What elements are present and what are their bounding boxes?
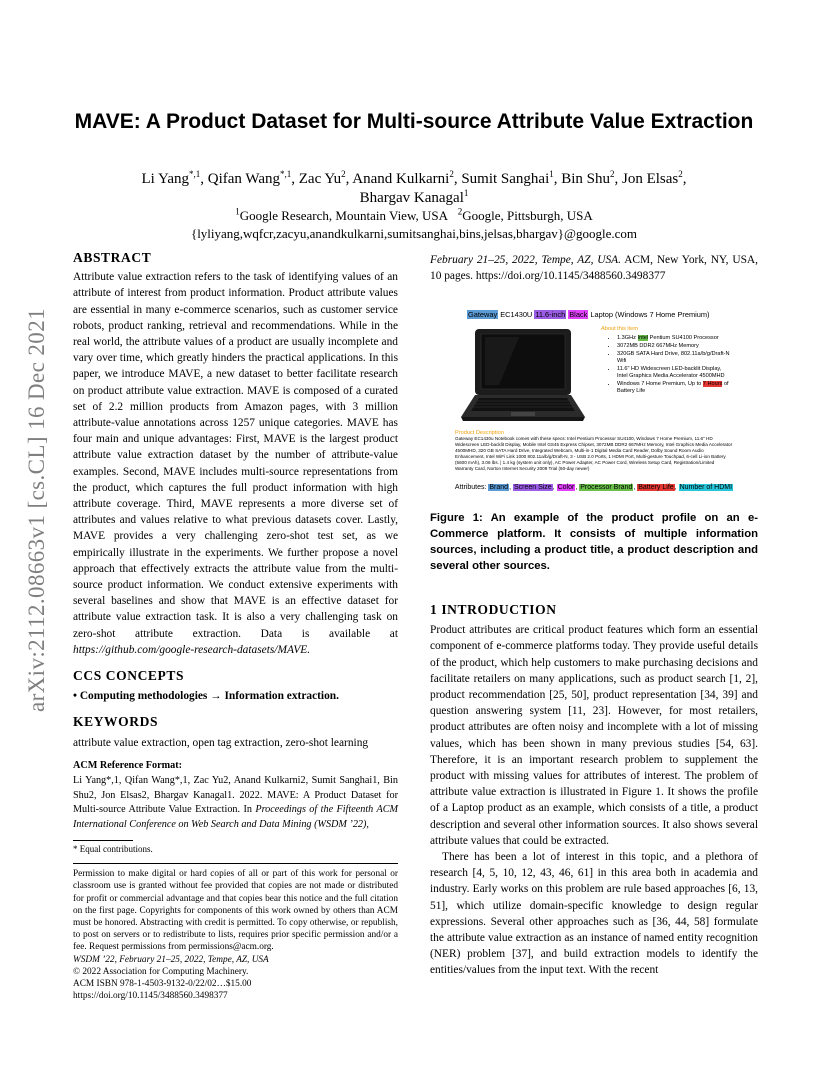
arxiv-watermark: [22, 290, 52, 730]
emails: {lyliyang,wqfcr,zacyu,anandkulkarni,sumitsanghai,bins,jelsas,bhargav}@google.com: [190, 226, 638, 241]
doi[interactable]: https://doi.org/10.1145/3488560.3498377: [73, 991, 228, 1002]
ccs-heading: CCS CONCEPTS: [73, 668, 185, 684]
acm-ref-continued: February 21–25, 2022, Tempe, AZ, USA. ACM, New York, NY, USA, 10 pages. https://doi.org/10.1145/3488560.3498377: [430, 254, 758, 283]
product-description: [455, 430, 733, 472]
permission-notice: Permission to make digital or hard copies of all or part of this work for personal or classroom use is granted without fee provided that copies are not made or distributed for profit or commercial advantage and that copies bear this notice and the full citation on the first page. Copyrights for components of this work owned by others than ACM must be honored. Abstracting with credit is permitted. To copy otherwise, or republish, to post on servers or to redistribute to lists, requires prior specific permission and/or a fee. Request permissions from permissions@acm.org.: [73, 869, 398, 953]
figure-product-title: Gateway EC1430U 11.6-inch Black Laptop (Windows 7 Home Premium): [468, 310, 710, 319]
arxiv-id: arXiv:2112.08663v1 [cs.CL] 16 Dec 2021: [24, 308, 49, 712]
desc-title: Product Description: [455, 430, 504, 436]
left-column: [73, 250, 398, 1002]
intro-paragraph-2: There has been a lot of interest in this topic, and a plethora of research [4, 5, 10, 12, 43, 46, 61] in this area both in academia and industry. Early works on this problem are rule based approaches [6, 13, 51], which utilize domain-specific knowledge to design regular expressions. Several other approaches such as [36, 44, 58] formulate the attribute value extraction as an instance of named entity recognition (NER) problem [37], and build extraction models to identify the entities/values from the input text. With the recent: [430, 851, 758, 977]
intro-paragraph-1: Product attributes are critical product features which form an essential component of e-commerce platforms today. They provide useful details of the product, which help customers to make purchasing decisions and facilitate retailers on many applications, such as product search [1, 2], product recommendation [25, 50], product representation [34, 39] and question answering system [11, 23]. However, for most retailers, product attributes are often noisy and incomplete with a lot of missing values, which has been shown in many previous studies [54, 63]. Therefore, it is an important research problem to supplement the product with missing values for attributes of interest. The problem of attribute value extraction is illustrated in Figure 1. It shows the profile of a Laptop product as an example, which consists of a title, a product description and several other information sources. It also shows several attribute values that could be extracted.: [430, 624, 758, 847]
authors-line-1: Li Yang$^{*,1}$, Qifan Wang$^{*,1}$, Zac Yu$^2$, Anand Kulkarni$^2$, Sumit Sanghai$^1$, Bin Shu$^2$, Jon Elsas$^2$,: [141, 169, 687, 187]
bullet-item: • 3072MB DDR2 667MHz Memory: [617, 343, 731, 350]
paper-title: MAVE: A Product Dataset for Multi-source Attribute Value Extraction: [74, 110, 754, 133]
bullet-item: • 320GB SATA Hard Drive, 802.11a/b/g/Draft-N Wifi: [617, 351, 731, 365]
authors-line-2: Bhargav Kanagal$^1$: [359, 188, 469, 206]
figure-1: [455, 308, 733, 473]
bullet-item: • 11.6" HD Widescreen LED-backlit Display, Intel Graphics Media Accelerator 4500MHD: [617, 366, 731, 380]
figure-caption: Figure 1: An example of the product profile on an e-Commerce platform. It consists of multiple information sources, including a product title, a product description and several other sources.: [430, 512, 758, 572]
attr-screen-size: Screen Size: [513, 484, 552, 491]
abstract-text: Attribute value extraction refers to the task of identifying values of an attribute of interest from product information. Product attribute values are essential in many e-commerce scenarios, such as customer service robots, product ranking, retrieval and recommendations. While in the real world, the attribute values of a product are usually incomplete and vary over time, which greatly hinders the practical applications. In this paper, we introduce MAVE, a new dataset to better facilitate research on product attribute value extraction. MAVE is composed of a curated set of 2.2 million products from Amazon pages, with 3 million attribute-value annotations across 1257 unique categories. MAVE has four main and unique advantages: First, MAVE is the largest product attribute value extraction dataset by the number of attribute-value examples. Second, MAVE includes multi-source representations from the product, which captures the full product information with high attribute coverage. Third, MAVE represents a more diverse set of attributes and values relative to what previous datasets cover. Lastly, MAVE provides a very challenging zero-shot test set, as we empirically illustrate in the experiments. We further propose a novel approach that effectively extracts the attribute value from the multi-source product information. We conduct extensive experiments with several baselines and show that MAVE is an effective dataset for attribute value extraction task. It is also a very challenging task on zero-shot attribute extraction. Data is available at https://github.com/google-research-datasets/MAVE.: [73, 271, 398, 656]
laptop-image: [459, 325, 587, 433]
intro-heading: 1 INTRODUCTION: [430, 602, 557, 617]
attr-battery-life: Battery Life: [638, 484, 674, 491]
about-bullets: [595, 335, 731, 395]
keywords-text: attribute value extraction, open tag extraction, zero-shot learning: [73, 736, 369, 749]
conf-line: WSDM ’22, February 21–25, 2022, Tempe, AZ, USA: [73, 954, 269, 965]
attr-processor-brand: Processor Brand: [580, 484, 633, 491]
about-this-item: [595, 326, 731, 396]
attr-color: Color: [557, 484, 575, 491]
keywords-heading: KEYWORDS: [73, 714, 159, 730]
bullet-item: • 1.3GHz Intel Pentium SU4100 Processor: [617, 335, 731, 342]
introduction: [430, 602, 758, 979]
attributes-legend: Attributes: Brand, Screen Size, Color, Processor Brand, Battery Life, Number of HDMI: [454, 484, 733, 491]
about-title: About this item: [601, 326, 638, 332]
acm-ref-heading: ACM Reference Format:: [73, 759, 182, 771]
affiliations: $^1$Google Research, Mountain View, USA $^2$Google, Pittsburgh, USA {lyliyang,wqfcr,zacyu,anandkulkarni,sumitsanghai,bins,jelsas,bhargav}@google.com: [90, 207, 738, 243]
desc-text: Gateway EC1430u Notebook comes with these specs: Intel Pentium Processor SU4100, Windows 7 Home Premium, 11.6" HD Widescreen LED-backlit Display, Mobile Intel GS45 Express Chipset, 3072MB DDR2 667MHz Memory, Intel Graphics Media Accelerator 4500MHD, 320 GB SATA Hard Drive, Integrated Webcam, Multi-in-1 Digital Media Card Reader, Dolby Sound Room Audio Enhancement, Intel WiFi Link 1000 802.11a/b/g/Draft-N, 3 - USB 2.0 Ports, 1 HDMI Port, Multi-gesture Touchpad, 6-cell Li-ion Battery (5600 mAh), 3.06 lbs. | 1.4 kg (system unit only), AC Power Adapter, AC Power Cord, Wireless Setup Card, Registration/Limited Warranty Card, Norton Internet Security 2009 Trial (60-day newer): [455, 436, 733, 471]
copyright: © 2022 Association for Computing Machinery.: [73, 966, 249, 977]
authors: [90, 170, 738, 208]
acm-ref-text: Li Yang*,1, Qifan Wang*,1, Zac Yu2, Anand Kulkarni2, Sumit Sanghai1, Bin Shu2, Jon Elsas2, Bhargav Kanagal1. 2022. MAVE: A Product Dataset for Multi-source Attribute Value Extraction. In Proceedings of the Fifteenth ACM International Conference on Web Search and Data Mining (WSDM ’22),: [73, 775, 398, 830]
ccs-text: • Computing methodologies → Information extraction.: [73, 690, 339, 703]
attr-brand: Brand: [489, 484, 509, 491]
attr-number-of-hdmi: Number of HDMI: [679, 484, 733, 491]
abstract-heading: ABSTRACT: [73, 250, 152, 265]
footnote: * Equal contributions.: [73, 844, 153, 855]
bullet-item: • Windows 7 Home Premium, Up to 7 Hours of Battery Life: [617, 381, 731, 395]
data-url-link[interactable]: https://github.com/google-research-datasets/MAVE.: [73, 643, 311, 656]
isbn: ACM ISBN 978-1-4503-9132-0/22/02…$15.00: [73, 978, 252, 989]
